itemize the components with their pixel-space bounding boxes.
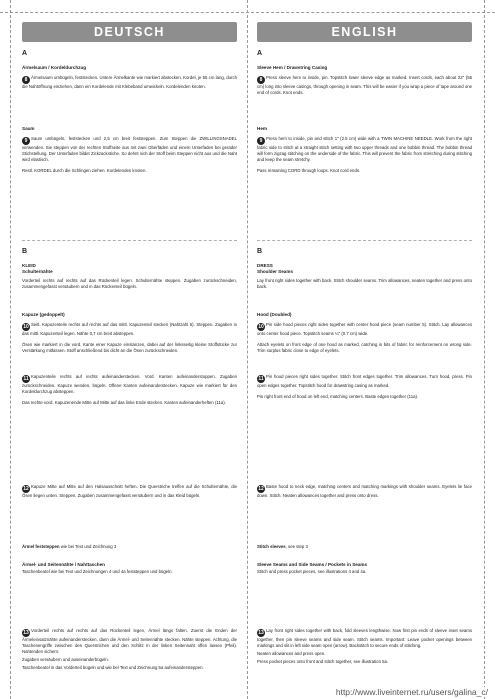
subheading: Saum [22,126,35,131]
paragraph: 8 Ärmelsaum umbügeln, feststecken. Untere Ärmelkante wie markiert abstecken. Kordel, je 55 cm lang, durch die Nahtöffnung einziehen, dann ein Kordelende mit Klebeband umwickeln. Kordelenden knoten. [22,74,237,89]
paragraph: 9 Press hem to inside, pin and stitch 1" (2.5 cm) wide with a TWIN MACHINE NEEDLE. Work from the right fabric side to stitch at a straight stitch setting with two upper threads and one bobbin thread. The bobbin thread will form zigzag stitching on the underside of the fabric. This will prevent the fabric from stretching during stitching and keep the seam stretchy. [257,135,472,162]
step-number: 8 [22,76,30,84]
paragraph: Attach eyelets on front edge of one hood as marked, catching in bits of fabric for reinforcement on wrong side. Trim surplus fabric close to edge of eyelets. [257,341,472,353]
paragraph: 11 Kapuzenteile rechts auf rechts aufeinanderstecken. Vord. Kanten aufeinanderstoppen. Zugaben zurückschneiden. Kapuze wenden, bügeln. Offene Kanten aufeinanderstecken. Kapuze wie markiert für den Kordeldurchzug absteppen. [22,374,237,395]
english-section-hem [257,126,472,179]
subheading: Kapuze (gedoppelt) [22,312,65,317]
paragraph: Ärmel feststeppen wie bei Text und Zeichnung 3 [22,544,117,549]
center-dash [247,0,248,699]
deutsch-header: DEUTSCH [22,22,237,42]
english-section-sleeves [257,544,472,555]
deutsch-section-seams-2 [22,628,237,676]
paragraph: 12 Kapuze Mitte auf Mitte auf den Halsausschnitt heften. Die Querstriche treffen auf die Schulternähte, die Ösen liegen unten. Steppen. Zugaben zusammengefasst versäubern und in das Kleid bügeln. [22,484,237,498]
paragraph: 10 Pin side hood pieces right sides together with center hood piece (seam number 5). Stitch. Lay allowances onto center hood piece. Topstitch seams ¼" (0.7 cm) wide. [257,321,472,336]
english-section-b [257,248,472,296]
paragraph: Vorderteil rechts auf rechts auf das Rückenteil legen. Schulternähte steppen. Zugaben zurückschneiden, zusammengefasst versäubern und in das Rückenteil bügeln. [22,278,237,290]
deutsch-section-hem [22,126,237,179]
paragraph: Restl. KORDEL durch die Schlingen ziehen. Kordelenden knoten. [22,167,147,173]
section-letter: A [22,50,28,57]
deutsch-column [22,22,237,690]
paragraph: Stitch and press pocket pieces, see illustrations 4 and 4a. [257,568,367,574]
english-column [257,22,472,690]
deutsch-section-hood-3 [22,484,237,504]
step-number: 12 [23,486,29,492]
english-section-a [257,50,472,101]
deutsch-section-hood [22,312,237,359]
subheading: Shoulder Seams [257,268,293,274]
subheading: Sleeve Seams and Side Seams / Pockets in Seams [257,562,368,567]
subheading: Hem [257,126,267,131]
separator [22,240,237,241]
section-letter: B [257,248,263,255]
section-letter: A [257,50,263,57]
paragraph: 12 Baste hood to neck edge, matching centers and matching markings with shoulder seams. Eyelets lie face down. Stitch. Neaten allowances together and press onto dress. [257,484,472,498]
paragraph: Pin right front end of hood on left end, matching centers. Baste edges together (11a). [257,394,419,400]
english-section-hood-2 [257,374,472,405]
paragraph: Das rechte vord. Kapuzenende Mitte auf Mitte auf das linke Ende stecken. Kanten aufeinanderheften (11a). [22,400,226,406]
top-dash [0,12,495,13]
subheading: Ärmel- und Seitennähte / Nahttaschen [22,562,105,567]
paragraph: Press pocket pieces onto front and stitch together, see illustration 5a. [257,659,389,665]
paragraph: Neaten allowances and press open. [257,651,326,657]
paragraph: 13 Lay front right sides together with back, fold sleeves lengthwise. Now first pin ends of sleeve inset seams together, then pin sleeve seams and side seam. Stitch seams. Important: Leave pocket openings between markings and slit in left side seam open (arrow). Backstitch to secure ends of stitching. [257,628,472,649]
right-outer-dash [484,0,485,699]
paragraph: Ösen wie markiert in die vord. Kante einer Kapuze einstanzen, dabei auf der linksseitig kleine Stoffstücke zur Verstärkung mitfassen. Stoff anschließend bis dicht an die Ösen zurückschneiden. [22,341,237,353]
step-number: 9 [22,137,30,145]
subheading: Sleeve Hem / Drawstring Casing [257,65,328,70]
paragraph: 11 Pin hood pieces right sides together. Stitch front edges together. Trim allowances. Turn hood, press. Pin open edges together. Topstitch hood for drawstring casing as marked. [257,374,472,388]
step-number: 12 [258,486,264,492]
paragraph: 8 Press sleeve hem to inside, pin. Topstitch lower sleeve edge as marked. Insert cords, each about 22" (55 cm) long into sleeve casings, through opening in seam. This will be easier if you wrap a piece of tape around one end of cords. Knot ends. [257,74,472,95]
paragraph: Pass remaining CORD through loops. Knot cord ends. [257,167,361,173]
step-number: 13 [23,630,29,636]
paragraph: Taschenbeutel wie bei Text und Zeichnungen 4 und 4a feststeppen und bügeln. [22,568,173,574]
subheading: Ärmelsaum / Kordeldurchzug [22,65,87,70]
step-number: 13 [258,630,264,636]
subheading: KLEID [22,263,36,268]
deutsch-section-sleeves [22,544,237,555]
step-number: 10 [23,323,29,330]
english-section-hood-3 [257,484,472,504]
paragraph: Zugaben versäubern und auseinanderbügeln. [22,657,109,663]
left-outer-dash [10,0,11,699]
step-number: 10 [258,323,264,330]
english-header: ENGLISH [257,22,472,42]
english-section-seams [257,562,472,580]
paragraph: Stitch sleeves, see step 3 [257,544,308,549]
english-section-hood [257,312,472,359]
paragraph: Lay front right sides together with back. Stitch shoulder seams. Trim allowances, neaten together and press onto back. [257,278,472,290]
subheading: Schulternähte [22,268,53,274]
deutsch-section-hood-2 [22,374,237,411]
step-number: 11 [258,376,264,382]
deutsch-section-b [22,248,237,296]
paragraph: 10 Seitl. Kapuzenteile rechts auf rechts auf das mittl. Kapuzenteil stecken (Nahtzahl 5). Steppen. Zugaben in das mittl. Kapuzenteil legen. Nähte 0,7 cm breit absteppen. [22,321,237,336]
deutsch-section-seams [22,562,237,580]
subheading: DRESS [257,263,273,268]
step-number: 9 [257,137,265,145]
separator [257,240,472,241]
step-number: 11 [23,376,29,382]
english-section-seams-2 [257,628,472,670]
subheading: Hood (Doubled) [257,312,292,317]
deutsch-section-a [22,50,237,95]
paragraph: Taschenbeutel in das Vorderteil bügeln und wie bei Text und Zeichnung 5a aufeinandersteppen. [22,665,204,671]
step-number: 8 [257,76,265,84]
watermark-url[interactable]: http://www.liveinternet.ru/users/galina_c/ [333,687,491,697]
paragraph: 9 Saum umbügeln, feststecken und 2,5 cm breit feststeppen. Zum Steppen die ZWILLINGSNADEL verwenden. Sie steppen von der rechten Stoffseite aus mit zwei Oberfäden und einem Unterfaden bei gerader Stichstellung. Der Unterfaden bildet Zickzackstiche. So dehnt sich der Stoff beim Steppen nicht aus und die Naht wird elastisch. [22,135,237,162]
section-letter: B [22,248,28,255]
paragraph: 13 Vorderteil rechts auf rechts auf das Rückenteil legen, Ärmel längs falten. Zuerst die Enden der Ärmeleinsatznähte aufeinanderstecken, dann die Ärmel- und Seitennähte stecken. Nähte steppen. Achtung, die Taschenengriffe zwischen den Querstrichen und den Schlitz in der linken Seitennaht offen lassen (Pfeil). Nahtenden sichern. [22,628,237,655]
